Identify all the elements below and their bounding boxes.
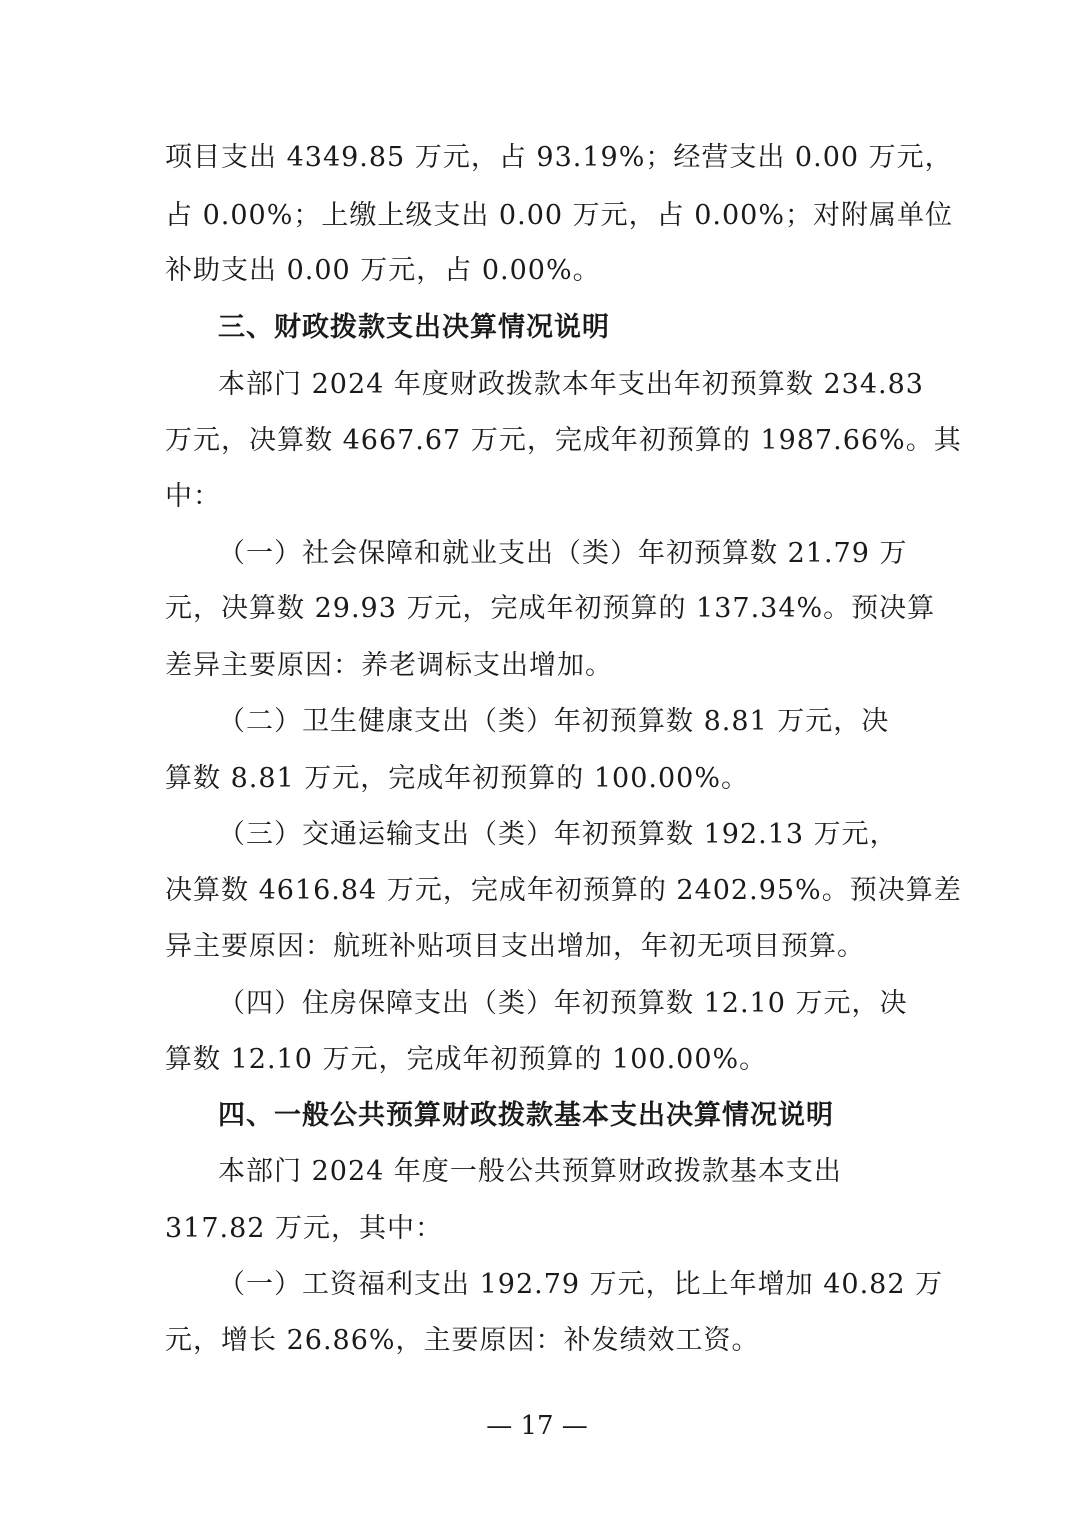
page-number: — 17 — bbox=[486, 1411, 588, 1441]
paragraph-line: （三）交通运输支出（类）年初预算数 192.13 万元， bbox=[218, 819, 898, 850]
paragraph-line: （一）社会保障和就业支出（类）年初预算数 21.79 万 bbox=[218, 538, 908, 569]
section-heading-3: 三、财政拨款支出决算情况说明 bbox=[218, 312, 610, 343]
paragraph-line: 差异主要原因：养老调标支出增加。 bbox=[165, 650, 613, 681]
paragraph-line: 元，增长 26.86%，主要原因：补发绩效工资。 bbox=[165, 1325, 760, 1356]
paragraph-line: 补助支出 0.00 万元，占 0.00%。 bbox=[165, 255, 601, 286]
paragraph-line: 本部门 2024 年度财政拨款本年支出年初预算数 234.83 bbox=[218, 369, 924, 400]
paragraph-line: 占 0.00%；上缴上级支出 0.00 万元，占 0.00%；对附属单位 bbox=[165, 200, 953, 231]
paragraph-line: （二）卫生健康支出（类）年初预算数 8.81 万元，决 bbox=[218, 706, 890, 737]
paragraph-line: 项目支出 4349.85 万元，占 93.19%；经营支出 0.00 万元， bbox=[165, 142, 953, 173]
paragraph-line: 决算数 4616.84 万元，完成年初预算的 2402.95%。预决算差 bbox=[165, 875, 962, 906]
paragraph-line: 异主要原因：航班补贴项目支出增加，年初无项目预算。 bbox=[165, 931, 865, 962]
section-heading-4: 四、一般公共预算财政拨款基本支出决算情况说明 bbox=[218, 1100, 834, 1131]
paragraph-line: 317.82 万元，其中： bbox=[165, 1213, 444, 1244]
paragraph-line: 算数 12.10 万元，完成年初预算的 100.00%。 bbox=[165, 1044, 768, 1075]
paragraph-line: 万元，决算数 4667.67 万元，完成年初预算的 1987.66%。其 bbox=[165, 425, 962, 456]
paragraph-line: 元，决算数 29.93 万元，完成年初预算的 137.34%。预决算 bbox=[165, 593, 936, 624]
paragraph-line: 中： bbox=[165, 481, 221, 512]
paragraph-line: （四）住房保障支出（类）年初预算数 12.10 万元，决 bbox=[218, 988, 908, 1019]
paragraph-line: 算数 8.81 万元，完成年初预算的 100.00%。 bbox=[165, 763, 749, 794]
paragraph-line: （一）工资福利支出 192.79 万元，比上年增加 40.82 万 bbox=[218, 1269, 944, 1300]
paragraph-line: 本部门 2024 年度一般公共预算财政拨款基本支出 bbox=[218, 1156, 842, 1187]
